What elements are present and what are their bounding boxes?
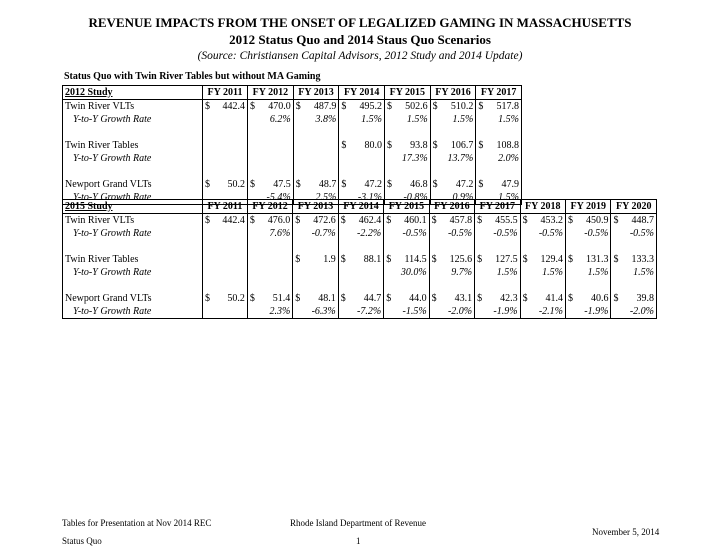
study-2015-table [62, 199, 657, 319]
currency-symbol: $ [205, 292, 210, 304]
amount-value: 462.4 [358, 214, 382, 226]
currency-symbol: $ [477, 253, 483, 265]
growth-cell: 2.5% [293, 191, 339, 205]
currency-symbol: $ [477, 214, 483, 226]
report-subtitle: 2012 Status Quo and 2014 Staus Quo Scenarios [229, 32, 491, 47]
amount-value: 48.1 [318, 292, 336, 304]
currency-symbol: $ [613, 292, 619, 304]
currency-symbol: $ [340, 253, 346, 265]
currency-symbol: $ [522, 253, 528, 265]
spacer-row [63, 279, 657, 292]
money-cell [429, 253, 474, 266]
table-header-row [63, 200, 657, 214]
section-caption: Status Quo with Twin River Tables but without MA Gaming [64, 71, 321, 82]
growth-cell: 1.5% [475, 266, 520, 279]
growth-cell: 1.5% [476, 113, 522, 126]
year-header: FY 2019 [566, 200, 611, 214]
amount-value: 106.7 [450, 139, 474, 151]
growth-cell: -2.0% [429, 305, 474, 319]
table-row [63, 227, 657, 240]
currency-symbol: $ [386, 292, 392, 304]
money-cell [475, 253, 520, 266]
amount-value: 42.3 [500, 292, 518, 304]
footer-left-line1: Tables for Presentation at Nov 2014 REC [62, 518, 212, 528]
currency-symbol: $ [613, 253, 619, 265]
growth-cell: 3.8% [293, 113, 339, 126]
growth-cell: 7.6% [247, 227, 292, 240]
amount-value: 470.0 [268, 100, 291, 112]
table-header-row [63, 86, 522, 100]
amount-value: 39.8 [636, 292, 654, 304]
amount-value: 127.5 [495, 253, 518, 265]
table-row [63, 305, 657, 319]
money-cell [293, 253, 338, 266]
currency-symbol: $ [295, 214, 301, 226]
table-row [63, 178, 522, 191]
growth-label: Y-to-Y Growth Rate [73, 113, 152, 125]
year-header: FY 2020 [611, 200, 657, 214]
study-label: 2015 Study [63, 200, 203, 214]
growth-cell [203, 305, 248, 319]
amount-value: 47.2 [364, 178, 382, 190]
amount-value: 133.3 [631, 253, 654, 265]
growth-cell: 9.7% [429, 266, 474, 279]
amount-value: 80.0 [364, 139, 382, 151]
growth-cell: -0.7% [293, 227, 338, 240]
money-cell [429, 214, 474, 228]
growth-cell: 1.5% [520, 266, 565, 279]
growth-cell: -0.5% [566, 227, 611, 240]
growth-cell: 30.0% [384, 266, 429, 279]
report-source: (Source: Christiansen Capital Advisors, 2012 Study and 2014 Update) [197, 50, 523, 62]
amount-value: 502.6 [405, 100, 428, 112]
growth-cell: -0.5% [384, 227, 429, 240]
money-cell [611, 214, 657, 228]
growth-cell: -6.3% [293, 305, 338, 319]
table-row [63, 100, 522, 114]
money-cell [293, 178, 339, 191]
currency-symbol: $ [295, 100, 301, 112]
growth-cell [247, 266, 292, 279]
currency-symbol: $ [477, 292, 483, 304]
study-2012-table [62, 85, 522, 205]
growth-label: Y-to-Y Growth Rate [73, 227, 152, 239]
row-label: Twin River VLTs [65, 100, 135, 112]
growth-cell: 2.0% [476, 152, 522, 165]
money-cell [203, 139, 248, 152]
amount-value: 47.2 [455, 178, 474, 190]
amount-value: 487.9 [313, 100, 337, 112]
table-row [63, 113, 522, 126]
amount-value: 43.1 [454, 292, 473, 304]
report-title: REVENUE IMPACTS FROM THE ONSET OF LEGALIZED GAMING IN MASSACHUSETTS [88, 15, 632, 30]
amount-value: 455.5 [495, 214, 518, 226]
money-cell [247, 292, 292, 305]
currency-symbol: $ [205, 178, 210, 190]
amount-value: 510.2 [450, 100, 474, 112]
growth-cell: 13.7% [430, 152, 476, 165]
growth-cell: 17.3% [385, 152, 431, 165]
currency-symbol: $ [613, 214, 619, 226]
money-cell [339, 178, 385, 191]
amount-value: 476.0 [267, 214, 291, 226]
growth-cell: 1.5% [339, 113, 385, 126]
amount-value: 442.4 [222, 214, 245, 226]
money-cell [520, 253, 565, 266]
spacer-row [63, 165, 522, 178]
growth-cell: 1.5% [385, 113, 431, 126]
currency-symbol: $ [386, 214, 392, 226]
year-header: FY 2011 [203, 86, 248, 100]
year-header: FY 2015 [384, 200, 429, 214]
currency-symbol: $ [568, 214, 574, 226]
currency-symbol: $ [431, 292, 437, 304]
amount-value: 44.7 [363, 292, 382, 304]
row-label: Newport Grand VLTs [65, 178, 152, 190]
growth-cell: 1.5% [476, 191, 522, 205]
table-row [63, 139, 522, 152]
currency-symbol: $ [432, 139, 438, 151]
money-cell [476, 178, 522, 191]
year-header: FY 2012 [248, 86, 294, 100]
currency-symbol: $ [341, 139, 347, 151]
growth-cell: -2.1% [520, 305, 565, 319]
growth-cell: -5.4% [248, 191, 294, 205]
money-cell [248, 178, 294, 191]
amount-value: 50.2 [227, 292, 245, 304]
growth-cell: -1.9% [475, 305, 520, 319]
currency-symbol: $ [478, 100, 484, 112]
money-cell [475, 292, 520, 305]
amount-value: 47.5 [273, 178, 291, 190]
row-label: Newport Grand VLTs [65, 292, 152, 304]
growth-cell [248, 152, 294, 165]
amount-value: 1.9 [323, 253, 336, 265]
currency-symbol: $ [295, 253, 301, 265]
money-cell [429, 292, 474, 305]
money-cell [384, 253, 429, 266]
row-label: Twin River Tables [65, 139, 139, 151]
row-label: Twin River VLTs [65, 214, 135, 226]
growth-label: Y-to-Y Growth Rate [73, 305, 152, 317]
currency-symbol: $ [432, 178, 438, 190]
amount-value: 517.8 [496, 100, 519, 112]
table-row [63, 266, 657, 279]
money-cell [293, 214, 338, 228]
year-header: FY 2018 [520, 200, 565, 214]
money-cell [293, 292, 338, 305]
currency-symbol: $ [478, 139, 484, 151]
amount-value: 448.7 [631, 214, 654, 226]
currency-symbol: $ [341, 178, 347, 190]
growth-cell: 1.5% [566, 266, 611, 279]
money-cell [203, 214, 248, 228]
money-cell [384, 214, 429, 228]
currency-symbol: $ [386, 253, 392, 265]
currency-symbol: $ [387, 178, 392, 190]
money-cell [520, 214, 565, 228]
year-header: FY 2017 [476, 86, 522, 100]
currency-symbol: $ [431, 253, 437, 265]
currency-symbol: $ [250, 178, 256, 190]
year-header: FY 2013 [293, 200, 338, 214]
growth-cell: 1.5% [430, 113, 476, 126]
amount-value: 47.9 [501, 178, 519, 190]
currency-symbol: $ [249, 214, 255, 226]
currency-symbol: $ [295, 292, 301, 304]
money-cell [385, 139, 431, 152]
growth-label: Y-to-Y Growth Rate [73, 152, 152, 164]
amount-value: 495.2 [359, 100, 382, 112]
money-cell [566, 292, 611, 305]
year-header: FY 2016 [429, 200, 474, 214]
money-cell [611, 292, 657, 305]
amount-value: 50.2 [227, 178, 246, 190]
growth-cell [203, 113, 248, 126]
growth-cell: -2.2% [338, 227, 383, 240]
amount-value: 44.0 [409, 292, 427, 304]
growth-label: Y-to-Y Growth Rate [73, 191, 152, 203]
growth-cell: -0.5% [429, 227, 474, 240]
footer-page-number: 1 [356, 536, 361, 546]
growth-cell: -0.5% [520, 227, 565, 240]
year-header: FY 2015 [385, 86, 431, 100]
table-row [63, 152, 522, 165]
year-header: FY 2012 [247, 200, 292, 214]
table-row [63, 292, 657, 305]
money-cell [475, 214, 520, 228]
currency-symbol: $ [205, 100, 210, 112]
growth-cell: -1.5% [384, 305, 429, 319]
money-cell [520, 292, 565, 305]
footer-date: November 5, 2014 [592, 527, 660, 537]
growth-cell: -7.2% [338, 305, 383, 319]
amount-value: 114.5 [404, 253, 427, 265]
currency-symbol: $ [250, 100, 256, 112]
money-cell [430, 100, 476, 114]
growth-label: Y-to-Y Growth Rate [73, 266, 152, 278]
amount-value: 453.2 [540, 214, 564, 226]
amount-value: 129.4 [540, 253, 564, 265]
money-cell [338, 214, 383, 228]
growth-cell: -1.9% [566, 305, 611, 319]
money-cell [384, 292, 429, 305]
growth-cell: -0.5% [611, 227, 657, 240]
amount-value: 125.6 [449, 253, 473, 265]
currency-symbol: $ [340, 292, 346, 304]
year-header: FY 2017 [475, 200, 520, 214]
growth-cell: -3.1% [339, 191, 385, 205]
table-row [63, 253, 657, 266]
currency-symbol: $ [522, 214, 528, 226]
money-cell [293, 100, 339, 114]
money-cell [339, 139, 385, 152]
amount-value: 40.6 [590, 292, 609, 304]
money-cell [566, 214, 611, 228]
currency-symbol: $ [205, 214, 210, 226]
amount-value: 108.8 [496, 139, 519, 151]
year-header: FY 2014 [339, 86, 385, 100]
money-cell [203, 292, 248, 305]
spacer-row [63, 126, 522, 139]
money-cell [611, 253, 657, 266]
amount-value: 48.7 [318, 178, 337, 190]
growth-cell: 1.5% [611, 266, 657, 279]
money-cell [248, 139, 294, 152]
money-cell [248, 100, 294, 114]
currency-symbol: $ [387, 100, 392, 112]
growth-cell: -0.8% [385, 191, 431, 205]
money-cell [385, 100, 431, 114]
currency-symbol: $ [249, 292, 255, 304]
money-cell [430, 139, 476, 152]
money-cell [203, 100, 248, 114]
growth-cell: 2.3% [247, 305, 292, 319]
amount-value: 46.8 [410, 178, 428, 190]
amount-value: 472.6 [313, 214, 336, 226]
money-cell [476, 139, 522, 152]
amount-value: 457.8 [449, 214, 473, 226]
growth-cell [203, 227, 248, 240]
currency-symbol: $ [431, 214, 437, 226]
money-cell [430, 178, 476, 191]
money-cell [293, 139, 339, 152]
amount-value: 442.4 [222, 100, 246, 112]
spacer-row [63, 240, 657, 253]
money-cell [247, 253, 292, 266]
growth-cell: -0.5% [475, 227, 520, 240]
growth-cell [203, 266, 248, 279]
currency-symbol: $ [568, 292, 574, 304]
currency-symbol: $ [432, 100, 438, 112]
growth-cell [293, 152, 339, 165]
amount-value: 460.1 [404, 214, 427, 226]
amount-value: 51.4 [272, 292, 291, 304]
money-cell [566, 253, 611, 266]
money-cell [338, 292, 383, 305]
currency-symbol: $ [478, 178, 484, 190]
growth-cell [293, 266, 338, 279]
currency-symbol: $ [340, 214, 346, 226]
money-cell [203, 178, 248, 191]
money-cell [338, 253, 383, 266]
amount-value: 450.9 [585, 214, 609, 226]
amount-value: 93.8 [410, 139, 428, 151]
footer-left-line2: Status Quo [62, 536, 102, 546]
year-header: FY 2014 [338, 200, 383, 214]
money-cell [385, 178, 431, 191]
growth-cell [338, 266, 383, 279]
year-header: FY 2011 [203, 200, 248, 214]
amount-value: 131.3 [585, 253, 609, 265]
currency-symbol: $ [295, 178, 301, 190]
footer-center-line1: Rhode Island Department of Revenue [290, 518, 426, 528]
money-cell [247, 214, 292, 228]
growth-cell [203, 152, 248, 165]
table-row [63, 214, 657, 228]
amount-value: 41.4 [545, 292, 564, 304]
study-label: 2012 Study [63, 86, 203, 100]
currency-symbol: $ [522, 292, 528, 304]
currency-symbol: $ [341, 100, 347, 112]
growth-cell [339, 152, 385, 165]
money-cell [203, 253, 248, 266]
growth-cell: -2.0% [611, 305, 657, 319]
row-label: Twin River Tables [65, 253, 139, 265]
currency-symbol: $ [568, 253, 574, 265]
currency-symbol: $ [387, 139, 392, 151]
growth-cell: 0.9% [430, 191, 476, 205]
year-header: FY 2016 [430, 86, 476, 100]
amount-value: 88.1 [363, 253, 382, 265]
growth-cell: 6.2% [248, 113, 294, 126]
money-cell [339, 100, 385, 114]
year-header: FY 2013 [293, 86, 339, 100]
money-cell [476, 100, 522, 114]
